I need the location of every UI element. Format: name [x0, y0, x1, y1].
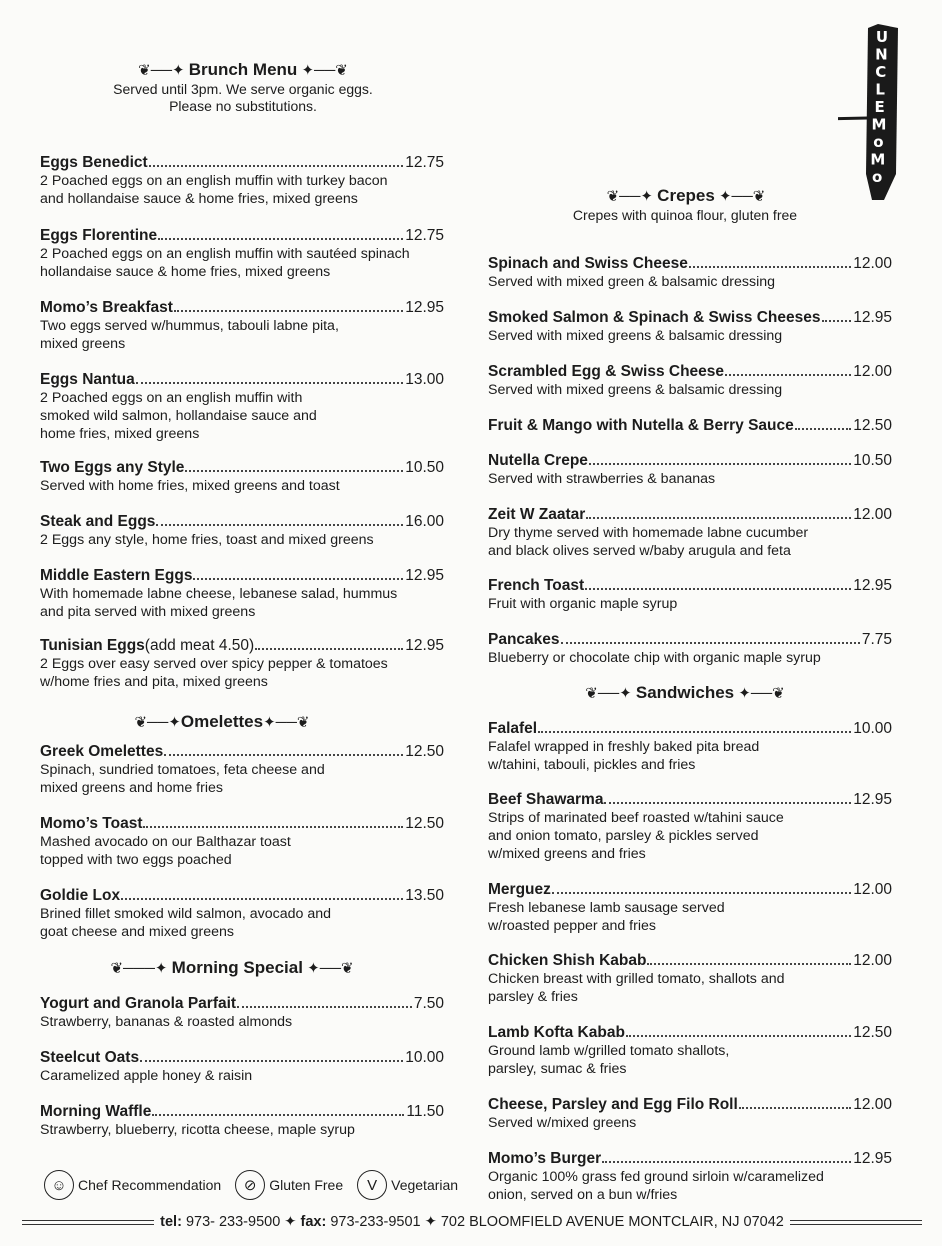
legend-veg-label: Vegetarian — [391, 1177, 459, 1193]
item-description: and pita served with mixed greens — [40, 604, 256, 620]
item-description: Spinach, sundried tomatoes, feta cheese and — [40, 762, 325, 778]
dot-leader — [589, 451, 851, 465]
dot-leader — [822, 308, 852, 322]
item-description: and onion tomato, parsley & pickles served — [488, 828, 759, 844]
item-description: Served with mixed green & balsamic dressing — [488, 274, 776, 290]
logo-letter: N — [875, 45, 888, 64]
item-description: Blueberry or chocolate chip with organic maple syrup — [488, 650, 821, 666]
dot-leader — [152, 1102, 404, 1116]
dot-leader — [143, 814, 403, 828]
dot-leader — [156, 512, 403, 526]
item-name: Merguez — [488, 881, 551, 898]
item-price: 12.00 — [853, 363, 892, 380]
item-price: 12.50 — [853, 417, 892, 434]
item-price: 12.00 — [853, 881, 892, 898]
dot-leader — [237, 994, 412, 1008]
item-note: (add meat 4.50) — [144, 637, 255, 654]
chef-hat-icon: ☺ — [44, 1170, 74, 1200]
menu-item — [488, 790, 892, 863]
item-description: Fruit with organic maple syrup — [488, 596, 678, 612]
item-description: Falafel wrapped in freshly baked pita bread — [488, 739, 760, 755]
diamond-icon: ✦ — [284, 1214, 301, 1230]
gluten-free-icon: ⊘ — [235, 1170, 265, 1200]
dot-leader — [140, 1048, 403, 1062]
item-name: Pancakes — [488, 631, 560, 648]
item-description: 2 Poached eggs on an english muffin with sautéed spinach — [40, 246, 410, 262]
item-price: 12.95 — [405, 637, 444, 654]
dot-leader — [604, 790, 851, 804]
menu-item — [488, 254, 892, 291]
item-description: topped with two eggs poached — [40, 852, 232, 868]
logo-letter: M — [870, 150, 886, 169]
item-description: Ground lamb w/grilled tomato shallots, — [488, 1043, 730, 1059]
menu-item — [40, 458, 444, 495]
dot-leader — [185, 458, 403, 472]
dot-leader — [121, 886, 403, 900]
item-description: Chicken breast with grilled tomato, shallots and — [488, 971, 785, 987]
item-price: 12.95 — [853, 577, 892, 594]
menu-item — [488, 1095, 892, 1132]
dot-leader — [689, 254, 851, 268]
item-name: Eggs Nantua — [40, 371, 135, 388]
item-price: 12.50 — [853, 1024, 892, 1041]
contact-footer — [22, 1214, 922, 1230]
phone-number[interactable]: 973- 233-9500 — [185, 1214, 281, 1230]
item-name: Nutella Crepe — [488, 452, 588, 469]
item-name: Morning Waffle — [40, 1103, 152, 1120]
item-description: parsley, sumac & fries — [488, 1061, 627, 1077]
item-name: Momo’s Breakfast — [40, 299, 173, 316]
dot-leader — [174, 298, 403, 312]
tel-label: tel: — [160, 1214, 182, 1230]
item-price: 12.95 — [405, 567, 444, 584]
item-description: Fresh lebanese lamb sausage served — [488, 900, 725, 916]
item-name: Spinach and Swiss Cheese — [488, 255, 688, 272]
legend-gf-label: Gluten Free — [269, 1177, 344, 1193]
item-description: Strips of marinated beef roasted w/tahini sauce — [488, 810, 784, 826]
item-description: Mashed avocado on our Balthazar toast — [40, 834, 291, 850]
item-description: hollandaise sauce & home fries, mixed greens — [40, 264, 331, 280]
menu-item — [40, 1102, 444, 1139]
item-name: Yogurt and Granola Parfait — [40, 995, 237, 1012]
address: 702 BLOOMFIELD AVENUE MONTCLAIR, NJ 07042 — [440, 1214, 784, 1230]
logo-letter: o — [873, 133, 884, 151]
dot-leader — [626, 1023, 851, 1037]
item-name: Scrambled Egg & Swiss Cheese — [488, 363, 725, 380]
item-name: Cheese, Parsley and Egg Filo Roll — [488, 1096, 738, 1113]
item-description: Served w/mixed greens — [488, 1115, 637, 1131]
item-name: Middle Eastern Eggs — [40, 567, 193, 584]
item-description: 2 Eggs over easy served over spicy pepper & tomatoes — [40, 656, 388, 672]
item-description: Strawberry, bananas & roasted almonds — [40, 1014, 293, 1030]
item-price: 12.95 — [853, 1150, 892, 1167]
item-price: 12.00 — [853, 952, 892, 969]
item-price: 7.50 — [413, 995, 444, 1012]
sandwiches-heading: ❦──✦ Sandwiches ✦──❦ — [585, 683, 785, 702]
item-name: Chicken Shish Kabab — [488, 952, 647, 969]
item-price: 10.50 — [405, 459, 444, 476]
menu-item — [488, 451, 892, 488]
item-description: Dry thyme served with homemade labne cucumber — [488, 525, 809, 541]
item-description: w/tahini, tabouli, pickles and fries — [488, 757, 696, 773]
menu-item — [40, 370, 444, 443]
item-price: 12.50 — [405, 815, 444, 832]
item-description: Organic 100% grass fed ground sirloin w/caramelized — [488, 1169, 824, 1185]
item-price: 12.50 — [405, 743, 444, 760]
item-name: Tunisian Eggs — [40, 637, 145, 654]
dot-leader — [193, 566, 403, 580]
logo-letter: U — [875, 28, 889, 46]
item-price: 12.95 — [405, 299, 444, 316]
item-price: 10.00 — [405, 1049, 444, 1066]
item-price: 12.00 — [853, 506, 892, 523]
item-name: Lamb Kofta Kabab — [488, 1024, 625, 1041]
item-description: Brined fillet smoked wild salmon, avocado and — [40, 906, 331, 922]
menu-item — [40, 566, 444, 621]
item-price: 12.95 — [853, 791, 892, 808]
dot-leader — [136, 370, 403, 384]
item-name: Zeit W Zaatar — [488, 506, 586, 523]
logo-letter: C — [875, 63, 887, 81]
item-price: 12.75 — [405, 154, 444, 171]
menu-item — [40, 512, 444, 549]
dot-leader — [725, 362, 851, 376]
dot-leader — [795, 416, 851, 430]
menu-item — [488, 416, 892, 435]
item-description: Served with mixed greens & balsamic dressing — [488, 382, 783, 398]
brunch-subheading: Served until 3pm. We serve organic eggs. Please no substitutions. — [113, 81, 373, 114]
dot-leader — [552, 880, 851, 894]
uncle-momo-logo — [838, 24, 898, 204]
item-name: Momo’s Toast — [40, 815, 143, 832]
item-name: Fruit & Mango with Nutella & Berry Sauce — [488, 417, 794, 434]
item-price: 12.75 — [405, 227, 444, 244]
item-price: 16.00 — [405, 513, 444, 530]
menu-item — [40, 636, 444, 691]
item-description: Served with home fries, mixed greens and toast — [40, 478, 340, 494]
item-description: With homemade labne cheese, lebanese salad, hummus — [40, 586, 398, 602]
item-name: Smoked Salmon & Spinach & Swiss Cheeses — [488, 309, 821, 326]
dot-leader — [538, 719, 851, 733]
item-description: w/mixed greens and fries — [488, 846, 646, 862]
item-price: 7.75 — [861, 631, 892, 648]
menu-item — [40, 226, 444, 281]
item-description: 2 Eggs any style, home fries, toast and mixed greens — [40, 532, 374, 548]
dot-leader — [561, 630, 860, 644]
menu-item — [40, 742, 444, 797]
footer-rule-right — [790, 1220, 922, 1225]
menu-item — [488, 719, 892, 774]
dot-leader — [255, 636, 403, 650]
item-description: parsley & fries — [488, 989, 578, 1005]
item-description: w/home fries and pita, mixed greens — [40, 674, 268, 690]
menu-item — [40, 994, 444, 1031]
vegetarian-icon: V — [357, 1170, 387, 1200]
dot-leader — [158, 226, 403, 240]
dot-leader — [586, 505, 851, 519]
dot-leader — [149, 153, 404, 167]
item-description: home fries, mixed greens — [40, 426, 200, 442]
omelettes-heading: ❦──✦Omelettes✦──❦ — [134, 712, 310, 731]
item-name: Beef Shawarma — [488, 791, 604, 808]
fax-number: 973-233-9501 — [330, 1214, 421, 1230]
item-description: mixed greens and home fries — [40, 780, 223, 796]
legend-chef-label: Chef Recommendation — [78, 1177, 222, 1193]
menu-item — [488, 880, 892, 935]
menu-item — [488, 1023, 892, 1078]
menu-item — [40, 1048, 444, 1085]
dot-leader — [585, 576, 851, 590]
item-description: smoked wild salmon, hollandaise sauce and — [40, 408, 317, 424]
dot-leader — [602, 1149, 851, 1163]
menu-item — [488, 362, 892, 399]
item-name: Greek Omelettes — [40, 743, 164, 760]
item-description: Served with strawberries & bananas — [488, 471, 716, 487]
item-name: Eggs Florentine — [40, 227, 158, 244]
dot-leader — [739, 1095, 851, 1109]
logo-letter: o — [872, 168, 883, 186]
item-description: 2 Poached eggs on an english muffin with turkey bacon — [40, 173, 388, 189]
item-name: Steelcut Oats — [40, 1049, 140, 1066]
item-description: Strawberry, blueberry, ricotta cheese, maple syrup — [40, 1122, 355, 1138]
item-description: onion, served on a bun w/fries — [488, 1187, 678, 1203]
menu-item — [40, 886, 444, 941]
item-description: goat cheese and mixed greens — [40, 924, 235, 940]
item-price: 10.00 — [853, 720, 892, 737]
menu-item — [488, 308, 892, 345]
item-description: Two eggs served w/hummus, tabouli labne pita, — [40, 318, 339, 334]
footer-rule-left — [22, 1220, 154, 1225]
logo-letter: L — [875, 80, 885, 99]
crepes-subheading: Crepes with quinoa flour, gluten free — [572, 207, 798, 223]
item-description: mixed greens — [40, 336, 126, 352]
menu-item — [40, 153, 444, 208]
menu-item — [488, 1149, 892, 1204]
item-description: and black olives served w/baby arugula and feta — [488, 543, 791, 559]
dot-leader — [164, 742, 403, 756]
menu-item — [488, 951, 892, 1006]
brunch-heading: ❦──✦ Brunch Menu ✦──❦ — [138, 60, 348, 79]
item-name: French Toast — [488, 577, 585, 594]
item-price: 10.50 — [853, 452, 892, 469]
menu-item — [40, 298, 444, 353]
item-name: Steak and Eggs — [40, 513, 156, 530]
crepes-heading: ❦──✦ Crepes ✦──❦ — [606, 186, 766, 205]
morning-heading: ❦───✦ Morning Special ✦──❦ — [110, 958, 354, 977]
diamond-icon: ✦ — [424, 1214, 441, 1230]
item-price: 11.50 — [406, 1103, 444, 1120]
item-name: Goldie Lox — [40, 887, 121, 904]
item-description: 2 Poached eggs on an english muffin with — [40, 390, 303, 406]
item-description: Caramelized apple honey & raisin — [40, 1068, 253, 1084]
item-name: Falafel — [488, 720, 538, 737]
item-price: 13.00 — [405, 371, 444, 388]
item-description: Served with mixed greens & balsamic dressing — [488, 328, 783, 344]
item-price: 12.00 — [853, 1096, 892, 1113]
item-name: Two Eggs any Style — [40, 459, 185, 476]
item-description: w/roasted pepper and fries — [488, 918, 656, 934]
menu-item — [488, 576, 892, 613]
menu-item — [40, 814, 444, 869]
menu-item — [488, 505, 892, 560]
item-description: and hollandaise sauce & home fries, mixed greens — [40, 191, 358, 207]
logo-letter: E — [874, 98, 885, 116]
fax-label: fax: — [300, 1214, 327, 1230]
item-name: Momo’s Burger — [488, 1150, 602, 1167]
dot-leader — [647, 951, 851, 965]
item-price: 13.50 — [405, 887, 444, 904]
item-name: Eggs Benedict — [40, 154, 148, 171]
dietary-legend — [44, 1170, 464, 1200]
menu-item — [488, 630, 892, 667]
item-price: 12.95 — [853, 309, 892, 326]
item-price: 12.00 — [853, 255, 892, 272]
logo-letter: M — [871, 115, 887, 134]
